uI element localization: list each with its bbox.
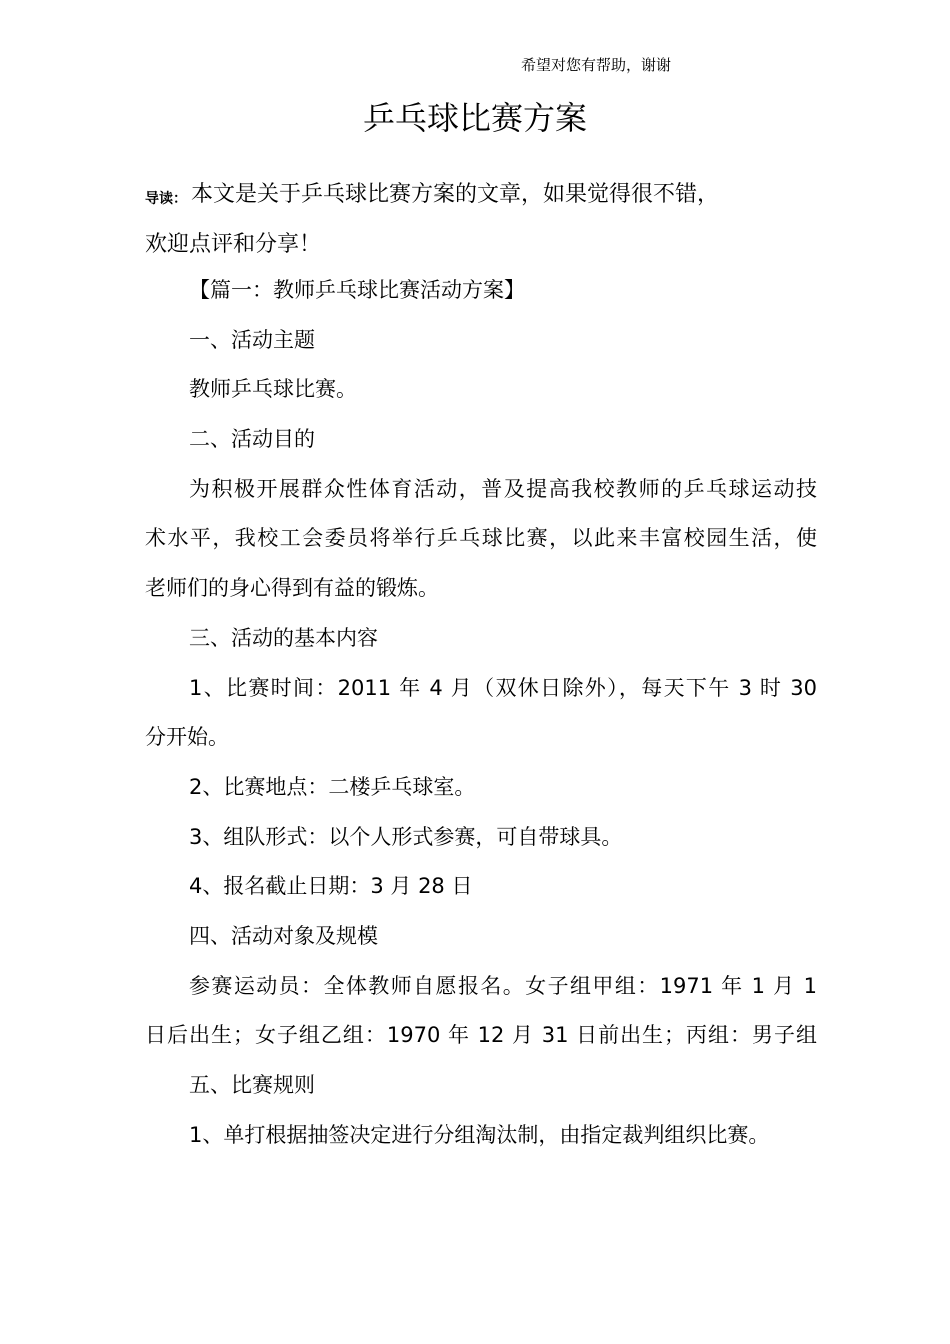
subheading: 五、比赛规则 [189, 1073, 315, 1097]
section-heading: 【篇一：教师乒乓球比赛活动方案】 [189, 278, 525, 302]
paragraph-line: 教师乒乓球比赛。 [189, 377, 357, 402]
intro-paragraph [145, 170, 825, 270]
subheading: 四、活动对象及规模 [189, 923, 378, 948]
paragraph-line: 老师们的身心得到有益的锻炼。 [145, 576, 439, 601]
paragraph-line: 日后出生；女子组乙组：1970 年 12 月 31 日前出生；丙组：男子组 [145, 1023, 817, 1048]
paragraph-line: 3、组队形式：以个人形式参赛，可自带球具。 [189, 824, 623, 849]
paragraph-line: 参赛运动员：全体教师自愿报名。女子组甲组：1971 年 1 月 1 [189, 973, 817, 998]
header-note: 希望对您有帮助，谢谢 [521, 56, 672, 74]
document-title: 乒乓球比赛方案 [362, 99, 587, 137]
intro-text: 本文是关于乒乓球比赛方案的文章，如果觉得很不错， [191, 182, 720, 207]
paragraph-line: 1、单打根据抽签决定进行分组淘汰制，由指定裁判组织比赛。 [189, 1122, 770, 1147]
paragraph-line: 2、比赛地点：二楼乒乓球室。 [189, 774, 476, 799]
paragraph-line: 为积极开展群众性体育活动，普及提高我校教师的乒乓球运动技 [189, 476, 817, 501]
intro-label: 导读： [145, 191, 187, 207]
paragraph-line: 分开始。 [145, 725, 229, 750]
intro-line [145, 220, 825, 270]
subheading: 三、活动的基本内容 [189, 625, 378, 650]
document-body [145, 266, 825, 1160]
subheading: 二、活动目的 [189, 427, 315, 452]
paragraph-line: 1、比赛时间：2011 年 4 月（双休日除外），每天下午 3 时 30 [189, 675, 817, 700]
paragraph-line: 术水平，我校工会委员将举行乒乓球比赛，以此来丰富校园生活，使 [145, 526, 817, 551]
paragraph-line: 4、报名截止日期：3 月 28 日 [189, 874, 473, 899]
subheading: 一、活动主题 [189, 327, 315, 352]
intro-text: 欢迎点评和分享！ [145, 232, 322, 257]
intro-line [145, 170, 825, 220]
